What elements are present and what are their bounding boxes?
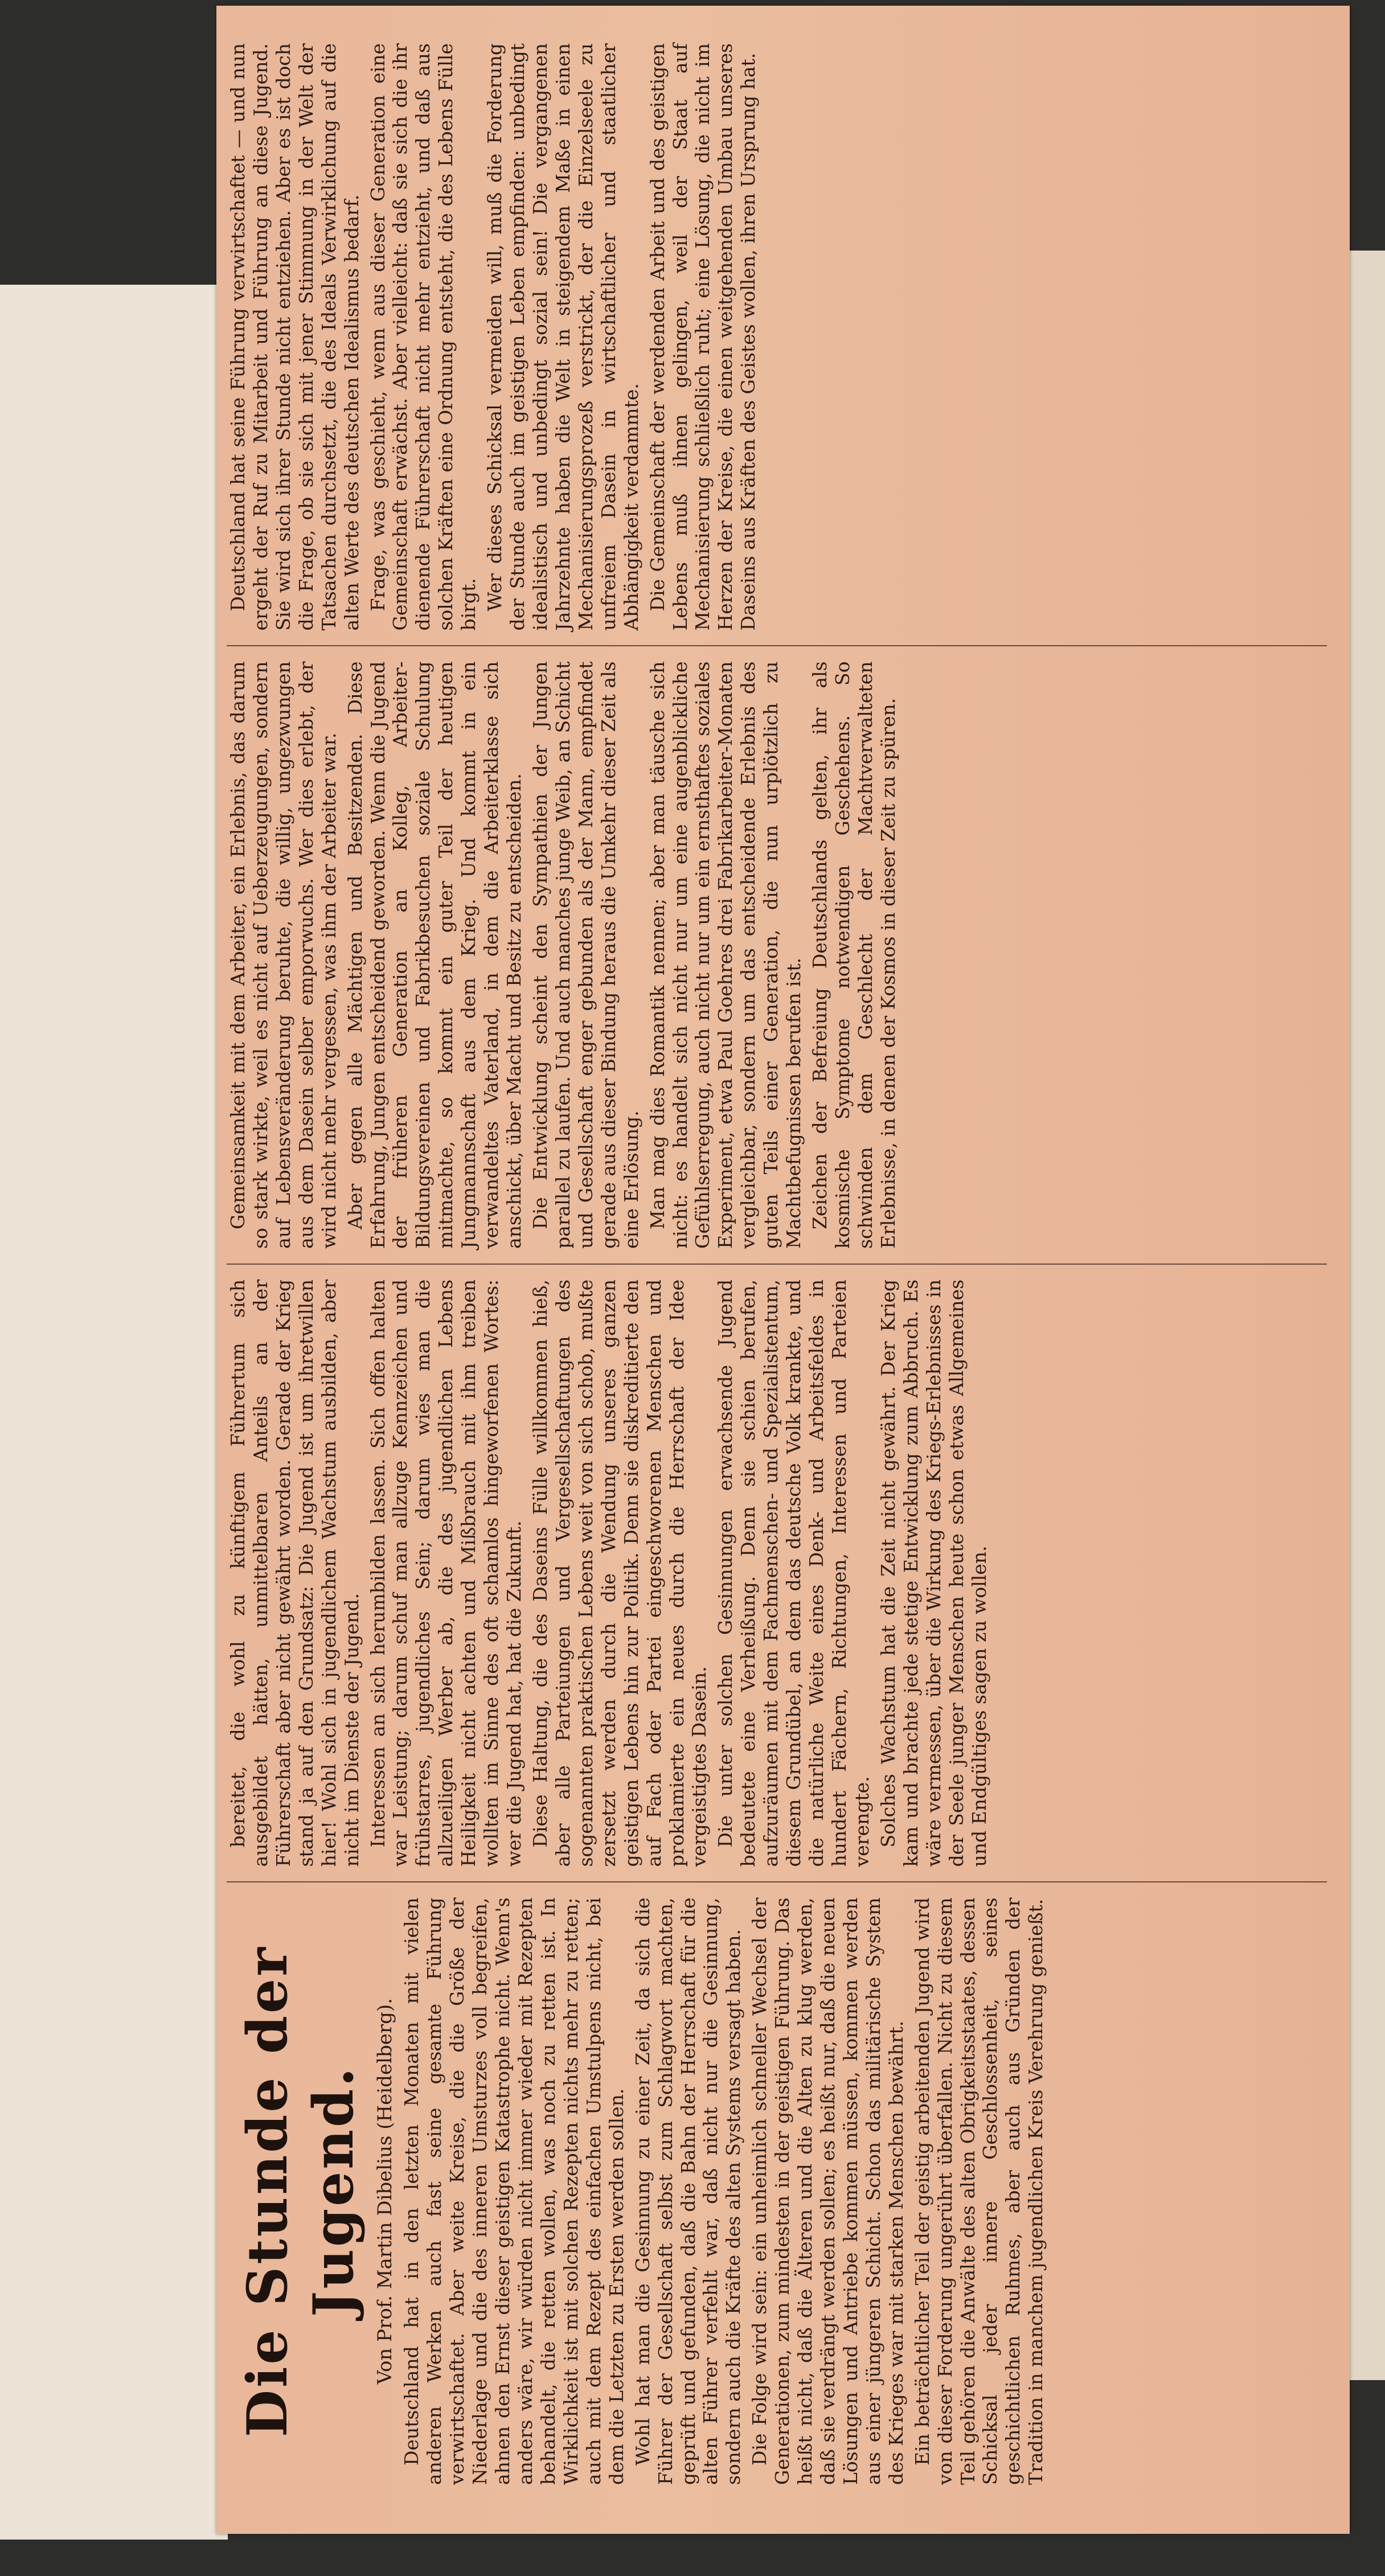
article-column-4	[227, 28, 1327, 646]
paragraph: Die Folge wird sein: ein unheimlich schneller Wechsel der Generationen, zum mindesten in der geistigen Führung. Das heißt nicht, daß die Älteren und die Alten zu klug werden, daß sie verdrängt werden sollen; es heißt nur, daß die neuen Lösungen und Antriebe kommen müssen, kommen werden aus einer jüngeren Schicht. Schon das militärische System des Krieges war mit starken Menschen bewährt.	[748, 1897, 907, 2485]
paragraph: Solches Wachstum hat die Zeit nicht gewährt. Der Krieg kam und brachte jede stetige Entwicklung zum Abbruch. Es wäre vermessen, über die Wirkung des Kriegs-Erlebnisses in der Seele junger Menschen heute schon etwas Allgemeines und Endgültiges sagen zu wollen.	[876, 1279, 990, 1867]
paragraph: bereitet, die wohl zu künftigem Führertum sich ausgebildet hätten, unmittelbaren Anteils an der Führerschaft aber nicht gewährt worden. Gerade der Krieg stand ja auf den Grundsatz: Die Jugend ist um ihretwillen hier! Wohl sich in jugendlichem Wachstum ausbilden, aber nicht im Dienste der Jugend.	[227, 1279, 363, 1867]
paragraph: Frage, was geschieht, wenn aus dieser Generation eine Gemeinschaft erwächst. Aber vielleicht: daß sie sich die ihr dienende Führerschaft nicht mehr entzieht, und daß aus solchen Kräften eine Ordnung entsteht, die des Lebens Fülle birgt.	[366, 43, 480, 631]
paragraph: Deutschland hat seine Führung verwirtschaftet — und nun ergeht der Ruf zu Mitarbeit und Führung an diese Jugend. Sie wird sich ihrer Stunde nicht entziehen. Aber es ist doch die Frage, ob sie sich mit jener Stimmung in der Welt der Tatsachen durchsetzt, die des Ideals Verwirklichung auf die alten Werte des deutschen Idealismus bedarf.	[227, 43, 363, 631]
paragraph: Man mag dies Romantik nennen; aber man täusche sich nicht: es handelt sich nicht nur um eine augenblickliche Gefühlserregung, auch nicht nur um ein ernsthaftes soziales Experiment, etwa Paul Goehres drei Fabrikarbeiter-Monaten vergleichbar, sondern um das entscheidende Erlebnis des guten Teils einer Generation, die nun urplötzlich zu Machtbefugnissen berufen ist.	[646, 661, 805, 1249]
paragraph: Die Gemeinschaft der werdenden Arbeit und des geistigen Lebens muß ihnen gelingen, weil der Staat auf Mechanisierung schließlich ruht; eine Lösung, die nicht im Herzen der Kreise, die einen weitgehenden Umbau unseres Daseins aus Kräften des Geistes wollen, ihren Ursprung hat.	[646, 43, 760, 631]
paragraph: Die unter solchen Gesinnungen erwachsende Jugend bedeutete eine Verheißung. Denn sie schien berufen, aufzuräumen mit dem Fachmenschen- und Spezialistentum, diesem Grundübel, an dem das deutsche Volk krankte, und die natürliche Weite eines Denk- und Arbeitsfeldes in hundert Fächern, Richtungen, Interessen und Parteien verengte.	[714, 1279, 873, 1867]
paragraph: Aber gegen alle Mächtigen und Besitzenden. Diese Erfahrung, Jungen entscheidend geworden. Wenn die Jugend der früheren Generation an Kolleg, Arbeiter-Bildungsvereinen und Fabrikbesuchen soziale Schulung mitmachte, so kommt ein guter Teil der heutigen Jungmannschaft aus dem Krieg. Und kommt in ein verwandeltes Vaterland, in dem die Arbeiterklasse sich anschickt, über Macht und Besitz zu entscheiden.	[343, 661, 526, 1249]
paragraph: Diese Haltung, die des Daseins Fülle willkommen hieß, aber alle Parteiungen und Vergesellschaftungen des sogenannten praktischen Lebens weit von sich schob, mußte zersetzt werden durch die Wendung unseres ganzen geistigen Lebens hin zur Politik. Denn sie diskreditierte den auf Fach oder Partei eingeschworenen Menschen und proklamierte ein neues durch die Herrschaft der Idee vergeistigtes Dasein.	[528, 1279, 711, 1867]
article-byline: Von Prof. Martin Dibelius (Heidelberg).	[374, 1998, 397, 2385]
paragraph: Interessen an sich herumbilden lassen. Sich offen halten war Leistung; darum schuf man allzuge Kennzeichen und frühstarres, jugendliches Sein; darum wies man die allzueiligen Werber ab, die des jugendlichen Lebens Heiligkeit nicht achten und Mißbrauch mit ihm treiben wollten im Sinne des oft schamlos hingeworfenen Wortes: wer die Jugend hat, hat die Zukunft.	[366, 1279, 526, 1867]
paragraph: Gemeinsamkeit mit dem Arbeiter, ein Erlebnis, das darum so stark wirkte, weil es nicht auf Ueberzeugungen, sondern auf Lebensveränderung beruhte, die willig, ungezwungen aus dem Dasein selber emporwuchs. Wer dies erlebt, der wird nicht mehr vergessen, was ihm der Arbeiter war.	[227, 661, 340, 1249]
article-column-3	[227, 646, 1327, 1264]
paragraph: Ein beträchtlicher Teil der geistig arbeitenden Jugend wird von dieser Forderung ungerührt überfallen. Nicht zu diesem Teil gehören die Anwälte des alten Obrigkeitsstaates, dessen Schicksal jeder innere Geschlossenheit, seines geschichtlichen Ruhmes, aber auch aus Gründen der Tradition in manchem jugendlichen Kreis Verehrung genießt.	[911, 1897, 1047, 2485]
paragraph: Wer dieses Schicksal vermeiden will, muß die Forderung der Stunde auch im geistigen Leben empfinden: unbedingt idealistisch und unbedingt sozial sein! Die vergangenen Jahrzehnte haben die Welt in steigendem Maße in einen Mechanisierungsprozeß verstrickt, der die Einzelseele zu unfreiem Dasein in wirtschaftlicher und staatlicher Abhängigkeit verdammte.	[483, 43, 642, 631]
backing-paper-left	[0, 285, 228, 2540]
paragraph: Die Entwicklung scheint den Sympathien der Jungen parallel zu laufen. Und auch manches junge Weib, an Schicht und Gesellschaft enger gebunden als der Mann, empfindet gerade aus dieser Bindung heraus die Umkehr dieser Zeit als eine Erlösung.	[528, 661, 642, 1249]
article-title: Die Stunde der Jugend.	[235, 1945, 366, 2438]
article-column-1	[227, 1882, 1327, 2500]
paragraph: Zeichen der Befreiung Deutschlands gelten, ihr als kosmische Symptome notwendigen Geschehens. So schwinden dem Geschlecht der Machtverwalteten Erlebnisse, in denen der Kosmos in dieser Zeit zu spüren.	[809, 661, 899, 1249]
article-body	[216, 6, 1350, 2534]
paragraph: Deutschland hat in den letzten Monaten mit vielen anderen Werken auch fast seine gesamte Führung verwirtschaftet. Aber weite Kreise, die die Größe der Niederlage und die des inneren Umsturzes voll begreifen, ahnen den Ernst dieser geistigen Katastrophe nicht. Wenn's anders wäre, wir würden nicht immer wieder mit Rezepten behandelt, die retten wollen, was noch zu retten ist. In Wirklichkeit ist mit solchen Rezepten nichts mehr zu retten; auch mit dem Rezept des einfachen Umstulpens nicht, bei dem die Letzten zu Ersten werden sollen.	[400, 1897, 628, 2485]
article-column-2	[227, 1264, 1327, 1882]
newspaper-clipping	[216, 6, 1350, 2534]
paragraph: Wohl hat man die Gesinnung zu einer Zeit, da sich die Führer der Gesellschaft selbst zum Schlagwort machten, geprüft und gefunden, daß die Bahn der Herrschaft für die alten Führer verfehlt war, daß nicht nur die Gesinnung, sondern auch die Kräfte des alten Systems versagt haben.	[631, 1897, 745, 2485]
